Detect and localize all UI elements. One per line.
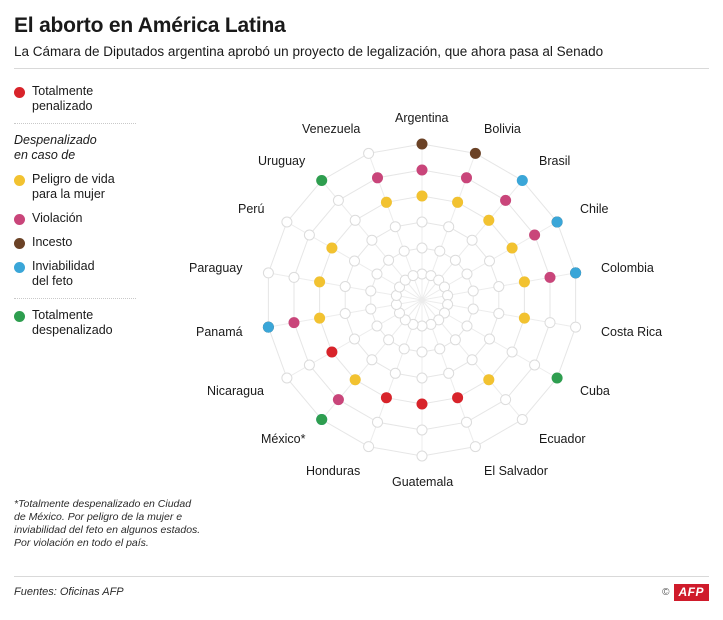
- radar-slot: [373, 417, 383, 427]
- radar-data-point: [529, 230, 540, 241]
- radar-data-point: [545, 272, 556, 283]
- radar-data-point: [417, 191, 428, 202]
- radar-slot: [384, 255, 394, 265]
- radar-slot: [485, 334, 495, 344]
- radar-chart: [189, 78, 700, 558]
- axis-label-honduras: Honduras: [306, 464, 361, 478]
- radar-slot: [494, 309, 504, 319]
- radar-slot: [470, 442, 480, 452]
- radar-slot: [350, 215, 360, 225]
- radar-slot: [289, 272, 299, 282]
- radar-slot: [444, 222, 454, 232]
- legend: [14, 84, 149, 347]
- radar-data-point: [500, 195, 511, 206]
- footnote: *Totalmente despenalizado en Ciudad de México. Por peligro de la mujer e inviabilidad del feto en algunos estados. Por violación en todo el país.: [14, 498, 201, 549]
- radar-data-point: [417, 399, 428, 410]
- legend-item-totalmente-despenalizado[interactable]: [14, 308, 149, 338]
- axis-label-ecuador: Ecuador: [539, 432, 586, 446]
- legend-item-label: Incesto: [32, 235, 73, 249]
- copyright-symbol: ©: [662, 587, 670, 598]
- radar-slot: [417, 347, 427, 357]
- radar-slot: [444, 368, 454, 378]
- radar-data-point: [417, 165, 428, 176]
- axis-label-chile: Chile: [580, 202, 609, 216]
- axis-label-paraguay: Paraguay: [189, 261, 243, 275]
- legend-color-dot: [14, 175, 25, 186]
- legend-item-violacion[interactable]: [14, 211, 149, 226]
- radar-slot: [364, 442, 374, 452]
- radar-data-point: [483, 374, 494, 385]
- radar-slot: [390, 222, 400, 232]
- radar-slot: [450, 335, 460, 345]
- radar-slot: [350, 334, 360, 344]
- radar-data-point: [381, 197, 392, 208]
- radar-slot: [450, 255, 460, 265]
- source-note: Fuentes: Oficinas AFP: [14, 586, 124, 598]
- radar-data-point: [461, 172, 472, 183]
- legend-color-dot: [14, 238, 25, 249]
- axis-label-venezuela: Venezuela: [302, 122, 361, 136]
- radar-slot: [364, 148, 374, 158]
- radar-data-point: [507, 243, 518, 254]
- radar-data-point: [570, 267, 581, 278]
- radar-slot: [507, 347, 517, 357]
- radar-slot: [367, 355, 377, 365]
- radar-slot: [417, 425, 427, 435]
- legend-color-dot: [14, 87, 25, 98]
- radar-slot: [467, 355, 477, 365]
- page-subtitle: La Cámara de Diputados argentina aprobó un proyecto de legalización, que ahora pasa al Senado: [14, 44, 604, 59]
- radar-data-point: [314, 313, 325, 324]
- afp-logo: [662, 584, 709, 601]
- radar-data-point: [350, 374, 361, 385]
- radar-data-point: [519, 313, 530, 324]
- radar-slot: [282, 217, 292, 227]
- axis-label-panam: Panamá: [196, 325, 243, 339]
- axis-label-uruguay: Uruguay: [258, 154, 306, 168]
- axis-label-costa-rica: Costa Rica: [601, 325, 663, 339]
- radar-slot: [399, 344, 409, 354]
- legend-item-label: Inviabilidad del feto: [32, 259, 95, 288]
- radar-data-point: [326, 347, 337, 358]
- legend-item-incesto[interactable]: [14, 235, 149, 250]
- radar-data-point: [417, 139, 428, 150]
- page-title: El aborto en América Latina: [14, 14, 286, 37]
- radar-data-point: [452, 197, 463, 208]
- radar-data-point: [326, 243, 337, 254]
- radar-slot: [340, 309, 350, 319]
- legend-color-dot: [14, 311, 25, 322]
- radar-slot: [417, 217, 427, 227]
- axis-label-m-xico: México*: [261, 432, 306, 446]
- radar-data-point: [289, 317, 300, 328]
- radar-slot: [372, 321, 382, 331]
- radar-data-point: [519, 276, 530, 287]
- radar-data-point: [372, 172, 383, 183]
- legend-divider: [14, 123, 136, 124]
- axis-label-el-salvador: El Salvador: [484, 464, 548, 478]
- radar-data-point: [333, 394, 344, 405]
- axis-label-nicaragua: Nicaragua: [207, 384, 264, 398]
- legend-group-heading: Despenalizado en caso de: [14, 133, 97, 162]
- axis-label-colombia: Colombia: [601, 261, 654, 275]
- radar-slot: [485, 256, 495, 266]
- radar-slot: [408, 271, 418, 281]
- divider-bottom: [14, 576, 709, 577]
- radar-slot: [417, 269, 427, 279]
- radar-slot: [304, 230, 314, 240]
- radar-slot: [390, 368, 400, 378]
- radar-slot: [467, 235, 477, 245]
- radar-data-point: [470, 148, 481, 159]
- radar-data-point: [552, 373, 563, 384]
- axis-label-brasil: Brasil: [539, 154, 571, 168]
- radar-slot: [340, 282, 350, 292]
- radar-data-point: [263, 322, 274, 333]
- afp-wordmark: AFP: [674, 584, 710, 601]
- radar-slot: [417, 243, 427, 253]
- legend-item-label: Totalmente penalizado: [32, 84, 94, 113]
- radar-slot: [417, 373, 427, 383]
- legend-item-inviabilidad-del-feto[interactable]: [14, 259, 149, 289]
- radar-slot: [282, 373, 292, 383]
- radar-slot: [494, 282, 504, 292]
- legend-item-peligro-de-vida[interactable]: [14, 172, 149, 202]
- radar-slot: [417, 451, 427, 461]
- radar-data-point: [517, 175, 528, 186]
- radar-slot: [571, 322, 581, 332]
- radar-slot: [545, 318, 555, 328]
- radar-data-point: [314, 276, 325, 287]
- axis-label-guatemala: Guatemala: [392, 475, 454, 489]
- axis-label-argentina: Argentina: [395, 111, 449, 125]
- radar-data-point: [483, 215, 494, 226]
- radar-slot: [304, 360, 314, 370]
- radar-slot: [333, 195, 343, 205]
- radar-slot: [366, 304, 376, 314]
- radar-data-point: [316, 175, 327, 186]
- radar-slot: [426, 319, 436, 329]
- radar-slot: [263, 268, 273, 278]
- radar-slot: [462, 417, 472, 427]
- legend-item-label: Violación: [32, 211, 83, 225]
- radar-slot: [372, 269, 382, 279]
- radar-data-point: [381, 392, 392, 403]
- radar-slot: [517, 415, 527, 425]
- legend-item-totalmente-penalizado[interactable]: [14, 84, 149, 114]
- radar-slot: [350, 256, 360, 266]
- radar-data-point: [452, 392, 463, 403]
- legend-item-label: Peligro de vida para la mujer: [32, 172, 115, 201]
- radar-slot: [435, 246, 445, 256]
- radar-slot: [366, 286, 376, 296]
- divider-top: [14, 68, 709, 69]
- axis-label-bolivia: Bolivia: [484, 122, 521, 136]
- legend-item-label: Totalmente despenalizado: [32, 308, 113, 337]
- radar-slot: [435, 344, 445, 354]
- radar-slot: [462, 269, 472, 279]
- radar-slot: [417, 321, 427, 331]
- radar-slot: [399, 246, 409, 256]
- radar-slot: [462, 321, 472, 331]
- radar-data-point: [316, 414, 327, 425]
- axis-label-cuba: Cuba: [580, 384, 610, 398]
- axis-label-per: Perú: [238, 202, 265, 216]
- radar-slot: [530, 360, 540, 370]
- legend-divider: [14, 298, 136, 299]
- legend-color-dot: [14, 214, 25, 225]
- radar-slot: [468, 304, 478, 314]
- radar-slot: [501, 395, 511, 405]
- radar-data-point: [552, 217, 563, 228]
- radar-slot: [367, 235, 377, 245]
- radar-slot: [468, 286, 478, 296]
- radar-slot: [384, 335, 394, 345]
- legend-color-dot: [14, 262, 25, 273]
